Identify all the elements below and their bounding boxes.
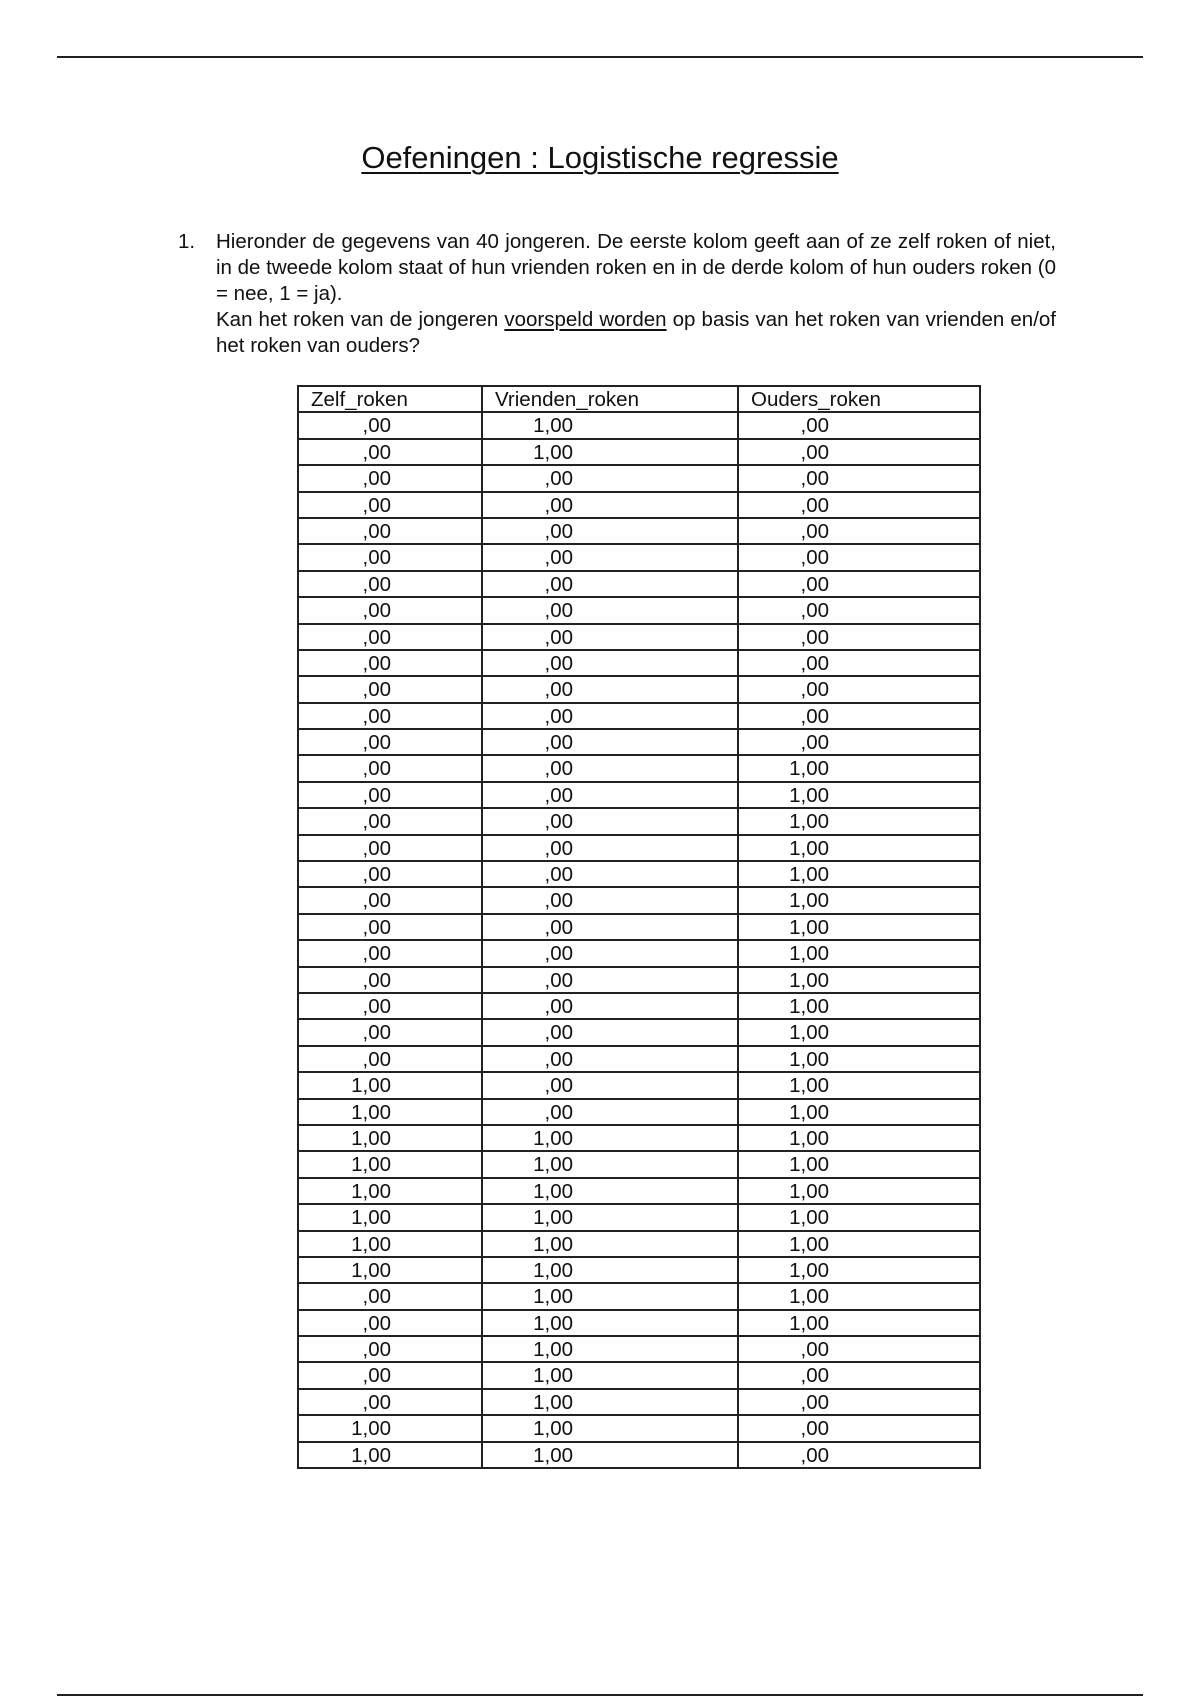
- cell-vrienden-roken: [482, 1151, 738, 1177]
- cell-value: ,00: [544, 467, 573, 491]
- cell-value: ,00: [362, 546, 391, 570]
- column-header-ouders-roken: Ouders_roken: [738, 386, 980, 412]
- cell-value: ,00: [362, 625, 391, 649]
- table-row: [298, 544, 980, 570]
- table-row: [298, 439, 980, 465]
- cell-zelf-roken: [298, 676, 482, 702]
- cell-zelf-roken: [298, 1019, 482, 1045]
- cell-zelf-roken: [298, 1178, 482, 1204]
- cell-ouders-roken: [738, 861, 980, 887]
- cell-ouders-roken: [738, 887, 980, 913]
- cell-zelf-roken: [298, 465, 482, 491]
- cell-value: 1,00: [789, 889, 829, 913]
- table-row: [298, 1310, 980, 1336]
- cell-value: ,00: [800, 678, 829, 702]
- cell-vrienden-roken: [482, 1336, 738, 1362]
- cell-value: ,00: [800, 440, 829, 464]
- cell-value: 1,00: [789, 1047, 829, 1071]
- cell-zelf-roken: [298, 1099, 482, 1125]
- cell-ouders-roken: [738, 967, 980, 993]
- table-row: [298, 887, 980, 913]
- cell-value: 1,00: [533, 1417, 573, 1441]
- cell-vrienden-roken: [482, 1415, 738, 1441]
- table-row: [298, 1283, 980, 1309]
- cell-zelf-roken: [298, 1389, 482, 1415]
- cell-value: ,00: [800, 651, 829, 675]
- cell-ouders-roken: [738, 703, 980, 729]
- cell-value: ,00: [544, 836, 573, 860]
- cell-value: 1,00: [789, 1232, 829, 1256]
- cell-value: 1,00: [789, 836, 829, 860]
- cell-value: ,00: [362, 519, 391, 543]
- cell-value: ,00: [544, 757, 573, 781]
- cell-ouders-roken: [738, 597, 980, 623]
- cell-value: ,00: [800, 414, 829, 438]
- cell-value: ,00: [544, 625, 573, 649]
- cell-value: 1,00: [789, 757, 829, 781]
- cell-value: 1,00: [351, 1443, 391, 1467]
- question-1: [178, 229, 1056, 359]
- cell-vrienden-roken: [482, 1072, 738, 1098]
- cell-vrienden-roken: [482, 571, 738, 597]
- cell-vrienden-roken: [482, 1362, 738, 1388]
- cell-vrienden-roken: [482, 544, 738, 570]
- cell-value: 1,00: [533, 1258, 573, 1282]
- cell-value: ,00: [544, 810, 573, 834]
- cell-value: 1,00: [351, 1074, 391, 1098]
- cell-vrienden-roken: [482, 597, 738, 623]
- cell-value: ,00: [362, 599, 391, 623]
- cell-value: 1,00: [789, 1179, 829, 1203]
- cell-vrienden-roken: [482, 755, 738, 781]
- cell-value: ,00: [362, 572, 391, 596]
- table-row: [298, 1389, 980, 1415]
- cell-zelf-roken: [298, 571, 482, 597]
- cell-vrienden-roken: [482, 439, 738, 465]
- table-row: [298, 571, 980, 597]
- cell-value: ,00: [544, 942, 573, 966]
- cell-ouders-roken: [738, 1019, 980, 1045]
- cell-value: 1,00: [789, 783, 829, 807]
- cell-value: ,00: [800, 493, 829, 517]
- table-row: [298, 1178, 980, 1204]
- cell-zelf-roken: [298, 1072, 482, 1098]
- cell-vrienden-roken: [482, 914, 738, 940]
- cell-value: 1,00: [789, 1021, 829, 1045]
- cell-value: 1,00: [351, 1126, 391, 1150]
- table-header-row: [298, 386, 980, 412]
- cell-vrienden-roken: [482, 1283, 738, 1309]
- cell-value: ,00: [800, 1417, 829, 1441]
- cell-ouders-roken: [738, 835, 980, 861]
- cell-value: 1,00: [789, 1100, 829, 1124]
- cell-value: ,00: [362, 889, 391, 913]
- cell-ouders-roken: [738, 1072, 980, 1098]
- cell-ouders-roken: [738, 1310, 980, 1336]
- cell-ouders-roken: [738, 729, 980, 755]
- cell-ouders-roken: [738, 1362, 980, 1388]
- cell-ouders-roken: [738, 1442, 980, 1468]
- cell-ouders-roken: [738, 1204, 980, 1230]
- cell-vrienden-roken: [482, 412, 738, 438]
- cell-zelf-roken: [298, 1415, 482, 1441]
- question-intro: Hieronder de gegevens van 40 jongeren. De eerste kolom geeft aan of ze zelf roken of niet, in de tweede kolom staat of hun vrienden roken en in de derde kolom of hun ouders roken (0 = nee, 1 = ja).: [216, 230, 1056, 305]
- cell-ouders-roken: [738, 914, 980, 940]
- cell-ouders-roken: [738, 412, 980, 438]
- cell-value: ,00: [800, 1390, 829, 1414]
- cell-vrienden-roken: [482, 1231, 738, 1257]
- cell-vrienden-roken: [482, 1019, 738, 1045]
- cell-ouders-roken: [738, 439, 980, 465]
- cell-zelf-roken: [298, 597, 482, 623]
- cell-zelf-roken: [298, 1231, 482, 1257]
- cell-value: ,00: [544, 651, 573, 675]
- cell-ouders-roken: [738, 755, 980, 781]
- cell-vrienden-roken: [482, 1257, 738, 1283]
- table-row: [298, 703, 980, 729]
- cell-ouders-roken: [738, 1231, 980, 1257]
- cell-vrienden-roken: [482, 676, 738, 702]
- cell-zelf-roken: [298, 993, 482, 1019]
- cell-vrienden-roken: [482, 1125, 738, 1151]
- cell-value: 1,00: [789, 968, 829, 992]
- cell-zelf-roken: [298, 755, 482, 781]
- cell-value: 1,00: [789, 1285, 829, 1309]
- cell-zelf-roken: [298, 1310, 482, 1336]
- table-body: [298, 412, 980, 1468]
- question-prompt-underlined: voorspeld worden: [504, 308, 667, 331]
- cell-value: 1,00: [533, 1179, 573, 1203]
- table-row: [298, 1099, 980, 1125]
- cell-zelf-roken: [298, 782, 482, 808]
- cell-zelf-roken: [298, 1151, 482, 1177]
- cell-vrienden-roken: [482, 650, 738, 676]
- cell-value: ,00: [362, 440, 391, 464]
- cell-value: ,00: [362, 1021, 391, 1045]
- smoking-data-table: [297, 385, 981, 1469]
- cell-value: 1,00: [789, 1311, 829, 1335]
- cell-value: ,00: [362, 783, 391, 807]
- cell-value: ,00: [362, 1047, 391, 1071]
- cell-value: 1,00: [533, 1443, 573, 1467]
- cell-ouders-roken: [738, 492, 980, 518]
- cell-zelf-roken: [298, 492, 482, 518]
- cell-zelf-roken: [298, 1046, 482, 1072]
- cell-value: ,00: [800, 1443, 829, 1467]
- cell-value: 1,00: [789, 1074, 829, 1098]
- cell-zelf-roken: [298, 1204, 482, 1230]
- table-row: [298, 861, 980, 887]
- table-row: [298, 597, 980, 623]
- table-row: [298, 492, 980, 518]
- table-row: [298, 914, 980, 940]
- cell-value: ,00: [362, 757, 391, 781]
- cell-value: ,00: [362, 810, 391, 834]
- cell-vrienden-roken: [482, 940, 738, 966]
- cell-value: 1,00: [351, 1100, 391, 1124]
- cell-value: ,00: [544, 1047, 573, 1071]
- cell-value: 1,00: [351, 1179, 391, 1203]
- cell-vrienden-roken: [482, 703, 738, 729]
- cell-zelf-roken: [298, 412, 482, 438]
- cell-value: 1,00: [533, 414, 573, 438]
- table-row: [298, 1046, 980, 1072]
- cell-value: ,00: [362, 1390, 391, 1414]
- table-row: [298, 1231, 980, 1257]
- cell-ouders-roken: [738, 1099, 980, 1125]
- cell-zelf-roken: [298, 703, 482, 729]
- cell-value: ,00: [800, 467, 829, 491]
- table-row: [298, 1442, 980, 1468]
- table-row: [298, 755, 980, 781]
- cell-value: 1,00: [533, 1153, 573, 1177]
- table-row: [298, 1019, 980, 1045]
- cell-value: ,00: [362, 994, 391, 1018]
- cell-ouders-roken: [738, 1415, 980, 1441]
- cell-value: 1,00: [351, 1258, 391, 1282]
- cell-value: ,00: [544, 731, 573, 755]
- cell-vrienden-roken: [482, 1099, 738, 1125]
- cell-zelf-roken: [298, 650, 482, 676]
- cell-ouders-roken: [738, 676, 980, 702]
- cell-value: 1,00: [789, 1153, 829, 1177]
- cell-zelf-roken: [298, 544, 482, 570]
- cell-value: ,00: [544, 493, 573, 517]
- footer-rule: [57, 1694, 1143, 1696]
- column-header-vrienden-roken: Vrienden_roken: [482, 386, 738, 412]
- table-row: [298, 465, 980, 491]
- cell-zelf-roken: [298, 967, 482, 993]
- question-prompt-before: Kan het roken van de jongeren: [216, 308, 505, 331]
- cell-value: ,00: [544, 546, 573, 570]
- question-body: [216, 229, 1056, 359]
- cell-vrienden-roken: [482, 1389, 738, 1415]
- cell-value: ,00: [362, 942, 391, 966]
- cell-value: ,00: [362, 414, 391, 438]
- table-row: [298, 835, 980, 861]
- cell-zelf-roken: [298, 835, 482, 861]
- table-row: [298, 808, 980, 834]
- cell-vrienden-roken: [482, 835, 738, 861]
- cell-value: ,00: [544, 915, 573, 939]
- table-row: [298, 1125, 980, 1151]
- cell-value: ,00: [800, 1364, 829, 1388]
- cell-zelf-roken: [298, 1442, 482, 1468]
- page-title: Oefeningen : Logistische regressie: [361, 140, 839, 175]
- cell-value: ,00: [362, 863, 391, 887]
- cell-value: ,00: [362, 968, 391, 992]
- cell-value: 1,00: [789, 942, 829, 966]
- cell-ouders-roken: [738, 782, 980, 808]
- cell-ouders-roken: [738, 1046, 980, 1072]
- question-prompt-after: op basis van het roken van vrienden en/of het roken van ouders?: [216, 308, 1056, 357]
- cell-value: ,00: [362, 704, 391, 728]
- cell-value: ,00: [544, 783, 573, 807]
- cell-value: ,00: [800, 572, 829, 596]
- cell-vrienden-roken: [482, 729, 738, 755]
- cell-value: ,00: [362, 1338, 391, 1362]
- cell-value: ,00: [800, 546, 829, 570]
- cell-value: ,00: [544, 968, 573, 992]
- table-row: [298, 1257, 980, 1283]
- cell-value: 1,00: [533, 1338, 573, 1362]
- cell-value: ,00: [800, 731, 829, 755]
- cell-value: ,00: [362, 1311, 391, 1335]
- cell-value: ,00: [544, 599, 573, 623]
- cell-value: 1,00: [789, 1206, 829, 1230]
- table-row: [298, 1362, 980, 1388]
- cell-vrienden-roken: [482, 887, 738, 913]
- cell-ouders-roken: [738, 1151, 980, 1177]
- cell-vrienden-roken: [482, 782, 738, 808]
- cell-ouders-roken: [738, 518, 980, 544]
- cell-value: ,00: [800, 704, 829, 728]
- table-row: [298, 412, 980, 438]
- cell-value: ,00: [362, 915, 391, 939]
- cell-vrienden-roken: [482, 1204, 738, 1230]
- cell-zelf-roken: [298, 624, 482, 650]
- cell-value: 1,00: [533, 1126, 573, 1150]
- cell-value: ,00: [362, 493, 391, 517]
- cell-ouders-roken: [738, 1257, 980, 1283]
- cell-value: ,00: [362, 731, 391, 755]
- cell-value: 1,00: [533, 1390, 573, 1414]
- cell-value: 1,00: [789, 810, 829, 834]
- cell-vrienden-roken: [482, 993, 738, 1019]
- cell-value: 1,00: [533, 1206, 573, 1230]
- cell-ouders-roken: [738, 544, 980, 570]
- cell-ouders-roken: [738, 1178, 980, 1204]
- cell-vrienden-roken: [482, 1442, 738, 1468]
- table-row: [298, 967, 980, 993]
- cell-value: ,00: [544, 1074, 573, 1098]
- table-row: [298, 729, 980, 755]
- cell-vrienden-roken: [482, 1046, 738, 1072]
- cell-value: 1,00: [533, 1285, 573, 1309]
- table-row: [298, 518, 980, 544]
- cell-vrienden-roken: [482, 967, 738, 993]
- cell-ouders-roken: [738, 1389, 980, 1415]
- table-row: [298, 1415, 980, 1441]
- cell-zelf-roken: [298, 439, 482, 465]
- cell-zelf-roken: [298, 887, 482, 913]
- cell-value: ,00: [362, 467, 391, 491]
- cell-value: 1,00: [351, 1417, 391, 1441]
- cell-vrienden-roken: [482, 465, 738, 491]
- cell-zelf-roken: [298, 1362, 482, 1388]
- cell-vrienden-roken: [482, 492, 738, 518]
- cell-value: ,00: [800, 625, 829, 649]
- cell-value: ,00: [544, 889, 573, 913]
- table-row: [298, 1336, 980, 1362]
- table-row: [298, 1072, 980, 1098]
- cell-ouders-roken: [738, 808, 980, 834]
- cell-value: ,00: [544, 863, 573, 887]
- cell-value: 1,00: [533, 1311, 573, 1335]
- table-row: [298, 782, 980, 808]
- cell-value: 1,00: [351, 1232, 391, 1256]
- cell-zelf-roken: [298, 1125, 482, 1151]
- cell-vrienden-roken: [482, 861, 738, 887]
- cell-zelf-roken: [298, 914, 482, 940]
- cell-ouders-roken: [738, 940, 980, 966]
- cell-vrienden-roken: [482, 624, 738, 650]
- cell-value: ,00: [362, 836, 391, 860]
- cell-value: ,00: [544, 704, 573, 728]
- cell-value: 1,00: [351, 1206, 391, 1230]
- cell-value: ,00: [544, 678, 573, 702]
- cell-ouders-roken: [738, 1283, 980, 1309]
- cell-value: 1,00: [533, 1232, 573, 1256]
- cell-ouders-roken: [738, 1336, 980, 1362]
- question-prompt: [216, 307, 1056, 359]
- cell-value: 1,00: [789, 1258, 829, 1282]
- question-number: 1.: [178, 230, 196, 253]
- cell-value: ,00: [362, 1364, 391, 1388]
- cell-value: 1,00: [789, 915, 829, 939]
- cell-zelf-roken: [298, 808, 482, 834]
- cell-zelf-roken: [298, 1336, 482, 1362]
- cell-zelf-roken: [298, 861, 482, 887]
- cell-ouders-roken: [738, 1125, 980, 1151]
- cell-vrienden-roken: [482, 1310, 738, 1336]
- cell-zelf-roken: [298, 518, 482, 544]
- cell-value: ,00: [544, 519, 573, 543]
- cell-value: ,00: [800, 519, 829, 543]
- cell-value: ,00: [544, 994, 573, 1018]
- cell-value: ,00: [544, 1100, 573, 1124]
- table-row: [298, 940, 980, 966]
- column-header-zelf-roken: Zelf_roken: [298, 386, 482, 412]
- cell-value: 1,00: [533, 1364, 573, 1388]
- cell-value: ,00: [544, 1021, 573, 1045]
- cell-vrienden-roken: [482, 1178, 738, 1204]
- cell-ouders-roken: [738, 571, 980, 597]
- cell-zelf-roken: [298, 729, 482, 755]
- cell-ouders-roken: [738, 993, 980, 1019]
- cell-vrienden-roken: [482, 518, 738, 544]
- cell-vrienden-roken: [482, 808, 738, 834]
- cell-value: ,00: [362, 678, 391, 702]
- cell-value: ,00: [800, 1338, 829, 1362]
- cell-zelf-roken: [298, 1283, 482, 1309]
- cell-ouders-roken: [738, 624, 980, 650]
- cell-ouders-roken: [738, 650, 980, 676]
- cell-value: ,00: [362, 651, 391, 675]
- table-row: [298, 676, 980, 702]
- cell-value: ,00: [362, 1285, 391, 1309]
- cell-value: 1,00: [533, 440, 573, 464]
- cell-value: 1,00: [789, 1126, 829, 1150]
- cell-zelf-roken: [298, 940, 482, 966]
- table-row: [298, 650, 980, 676]
- header-rule: [57, 56, 1143, 58]
- cell-ouders-roken: [738, 465, 980, 491]
- cell-value: ,00: [800, 599, 829, 623]
- table-row: [298, 993, 980, 1019]
- cell-value: ,00: [544, 572, 573, 596]
- table-row: [298, 1204, 980, 1230]
- table-row: [298, 1151, 980, 1177]
- cell-value: 1,00: [351, 1153, 391, 1177]
- table-row: [298, 624, 980, 650]
- cell-value: 1,00: [789, 994, 829, 1018]
- cell-value: 1,00: [789, 863, 829, 887]
- cell-zelf-roken: [298, 1257, 482, 1283]
